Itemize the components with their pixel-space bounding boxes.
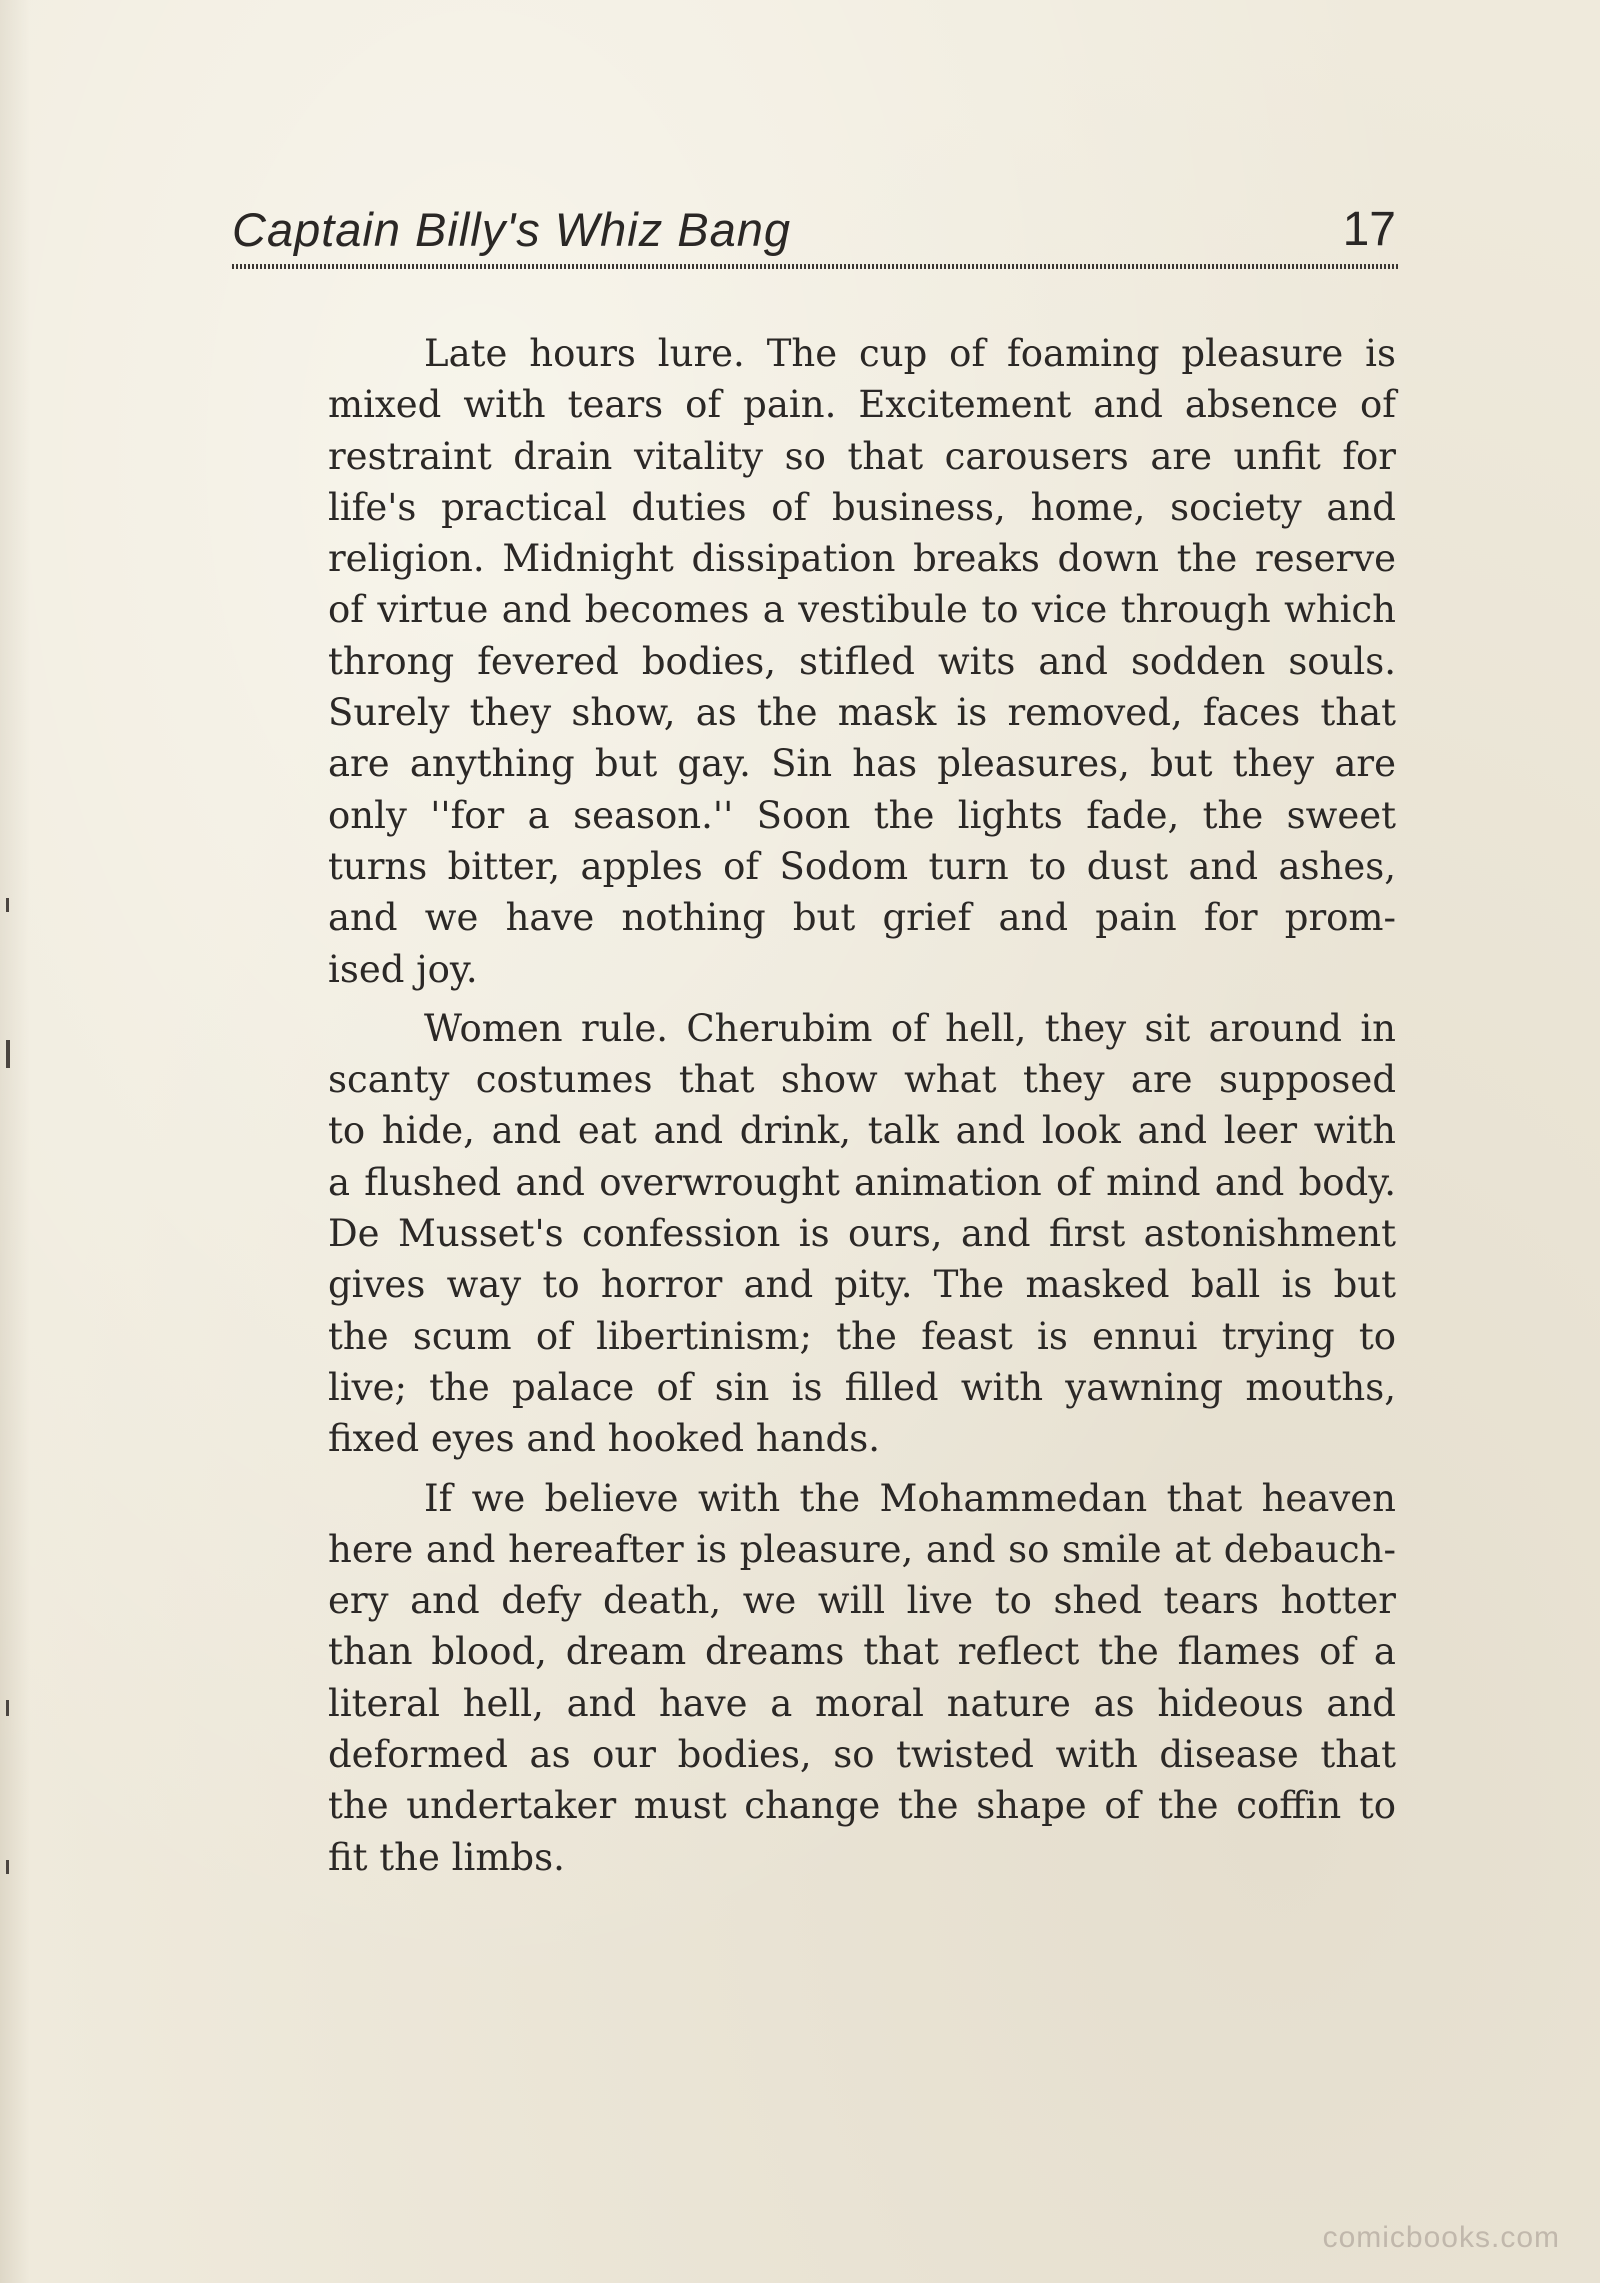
text-line: to hide, and eat and drink, talk and look and leer with [328,1109,1396,1153]
text-line: live; the palace of sin is filled with yawning mouths, [328,1365,1396,1409]
page-number: 17 [1342,203,1396,256]
text-line: mixed with tears of pain. Excitement and absence of [328,383,1396,427]
text-line: are anything but gay. Sin has pleasures, but they are [328,742,1396,786]
text-line: De Musset's confession is ours, and first astonishment [328,1212,1396,1256]
text-line: restraint drain vitality so that carousers are unfit for [328,434,1396,478]
page-header [232,200,1402,272]
text-line: life's practical duties of business, home, society and [328,485,1396,529]
text-line: gives way to horror and pity. The masked ball is but [328,1263,1396,1307]
text-line: the undertaker must change the shape of the coffin to [328,1784,1396,1828]
paragraph-2 [232,1003,1396,1465]
paragraph-3 [232,1473,1396,1883]
paragraph-1 [232,328,1396,995]
text-line: Women rule. Cherubim of hell, they sit around in [424,1006,1396,1050]
text-line: than blood, dream dreams that reflect the flames of a [328,1630,1396,1674]
text-line: fit the limbs. [328,1835,565,1879]
text-line: throng fevered bodies, stifled wits and sodden souls. [328,639,1396,683]
text-line: If we believe with the Mohammedan that heaven [424,1476,1396,1520]
text-line: deformed as our bodies, so twisted with disease that [328,1733,1396,1777]
watermark: comicbooks.com [1322,2221,1560,2254]
text-line: scanty costumes that show what they are supposed [328,1058,1396,1102]
binding-mark [6,898,9,912]
text-line: religion. Midnight dissipation breaks down the reserve [328,537,1396,581]
binding-mark [6,1040,10,1068]
header-rule [232,264,1400,269]
text-line: fixed eyes and hooked hands. [328,1417,880,1461]
text-line: ised joy. [328,947,478,991]
text-line: literal hell, and have a moral nature as hideous and [328,1681,1396,1725]
body-text [232,328,1396,1891]
text-line: of virtue and becomes a vestibule to vice through which [328,588,1396,632]
binding-mark [6,1860,9,1874]
text-line: ery and defy death, we will live to shed tears hotter [328,1579,1396,1623]
magazine-title: Captain Billy's Whiz Bang [232,203,792,256]
binding-mark [6,1700,9,1716]
text-line: here and hereafter is pleasure, and so smile at debauch- [328,1527,1396,1571]
text-line: Late hours lure. The cup of foaming pleasure is [424,332,1396,375]
text-line: and we have nothing but grief and pain for prom- [328,896,1396,940]
text-line: turns bitter, apples of Sodom turn to dust and ashes, [328,844,1396,888]
text-line: the scum of libertinism; the feast is ennui trying to [328,1314,1396,1358]
text-line: Surely they show, as the mask is removed, faces that [328,691,1396,735]
text-line: only ''for a season.'' Soon the lights fade, the sweet [328,793,1396,837]
text-line: a flushed and overwrought animation of mind and body. [328,1160,1396,1204]
